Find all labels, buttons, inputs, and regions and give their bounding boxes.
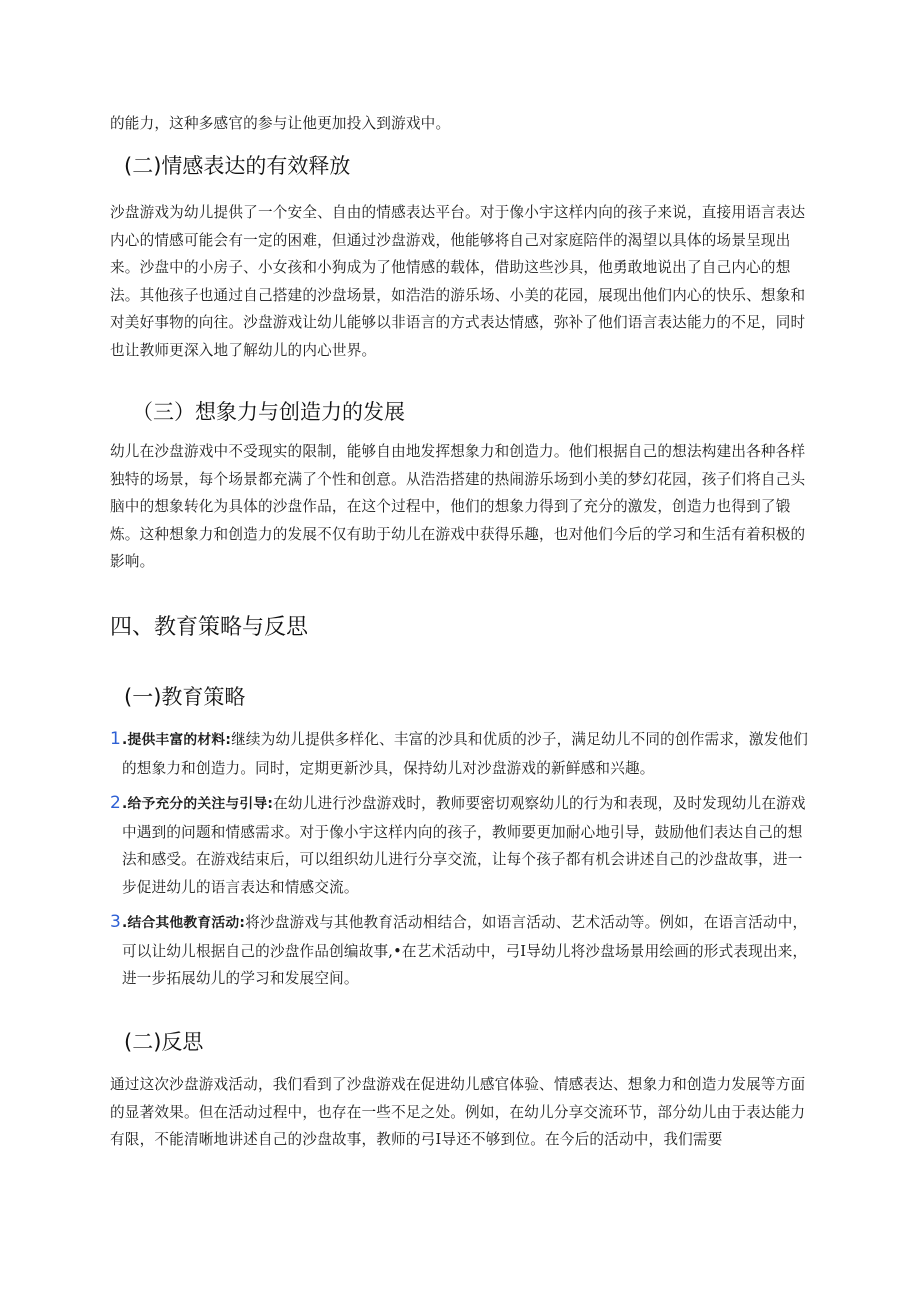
list-label: .给予充分的关注与引导:: [122, 796, 274, 812]
section-imagination-paragraph: 幼儿在沙盘游戏中不受现实的限制，能够自由地发挥想象力和创造力。他们根据自己的想法构建出各种各样独特的场景，每个场景都充满了个性和创意。从浩浩搭建的热闹游乐场到小美的梦幻花园，孩子们将自己头脑中的想象转化为具体的沙盘作品，在这个过程中，他们的想象力得到了充分的激发，创造力也得到了锻炼。这种想象力和创造力的发展不仅有助于幼儿在游戏中获得乐趣，也对他们今后的学习和生活有着积极的影响。: [110, 443, 806, 570]
list-body: [122, 790, 812, 901]
list-label: .结合其他教育活动:: [122, 915, 246, 931]
strategy-item-1: [110, 726, 812, 782]
list-label: .提供丰富的材料:: [122, 732, 232, 748]
reflection-paragraph: 通过这次沙盘游戏活动，我们看到了沙盘游戏在促进幼儿感官体验、情感表达、想象力和创造力发展等方面的显著效果。但在活动过程中，也存在一些不足之处。例如，在幼儿分享交流环节，部分幼儿由于表达能力有限，不能清晰地讲述自己的沙盘故事，教师的弓I导还不够到位。在今后的活动中，我们需要: [110, 1076, 806, 1148]
strategy-item-3: [110, 909, 812, 993]
list-text: 继续为幼儿提供多样化、丰富的沙具和优质的沙子，满足幼儿不同的创作需求，激发他们的想象力和创造力。同时，定期更新沙具，保持幼儿对沙盘游戏的新鲜感和兴趣。: [122, 731, 809, 777]
list-text: 在幼儿进行沙盘游戏时，教师要密切观察幼儿的行为和表现，及时发现幼儿在游戏中遇到的问题和情感需求。对于像小宇这样内向的孩子，教师要更加耐心地引导，鼓励他们表达自己的想法和感受。在游戏结束后，可以组织幼儿进行分享交流，让每个孩子都有机会讲述自己的沙盘故事，进一步促进幼儿的语言表达和情感交流。: [122, 795, 806, 896]
section-emotion-heading: (二)情感表达的有效释放: [124, 154, 351, 178]
intro-fragment-paragraph: 的能力，这种多感官的参与让他更加投入到游戏中。: [110, 115, 451, 132]
list-body: [122, 726, 812, 782]
list-number: 3: [110, 912, 122, 932]
strategy-heading: (一)教育策略: [124, 685, 246, 709]
list-text: 将沙盘游戏与其他教育活动相结合，如语言活动、艺术活动等。例如，在语言活动中，可以让幼儿根据自己的沙盘作品创编故事,•在艺术活动中，弓I导幼儿将沙盘场景用绘画的形式表现出来，进一步拓展幼儿的学习和发展空间。: [122, 914, 808, 987]
list-number: 2: [110, 793, 122, 813]
chapter4-heading: 四、教育策略与反思: [110, 615, 309, 640]
section-emotion-paragraph: 沙盘游戏为幼儿提供了一个安全、自由的情感表达平台。对于像小宇这样内向的孩子来说，直接用语言表达内心的情感可能会有一定的困难，但通过沙盘游戏，他能够将自己对家庭陪伴的渴望以具体的场景呈现出来。沙盘中的小房子、小女孩和小狗成为了他情感的载体，借助这些沙具，他勇敢地说出了自己内心的想法。其他孩子也通过自己搭建的沙盘场景，如浩浩的游乐场、小美的花园，展现出他们内心的快乐、想象和对美好事物的向往。沙盘游戏让幼儿能够以非语言的方式表达情感，弥补了他们语言表达能力的不足，同时也让教师更深入地了解幼儿的内心世界。: [110, 204, 806, 359]
strategy-item-2: [110, 790, 812, 901]
list-number: 1: [110, 729, 122, 749]
section-imagination-heading: （三）想象力与创造力的发展: [132, 400, 405, 424]
list-body: [122, 909, 812, 993]
reflection-heading: (二)反思: [124, 1030, 204, 1054]
